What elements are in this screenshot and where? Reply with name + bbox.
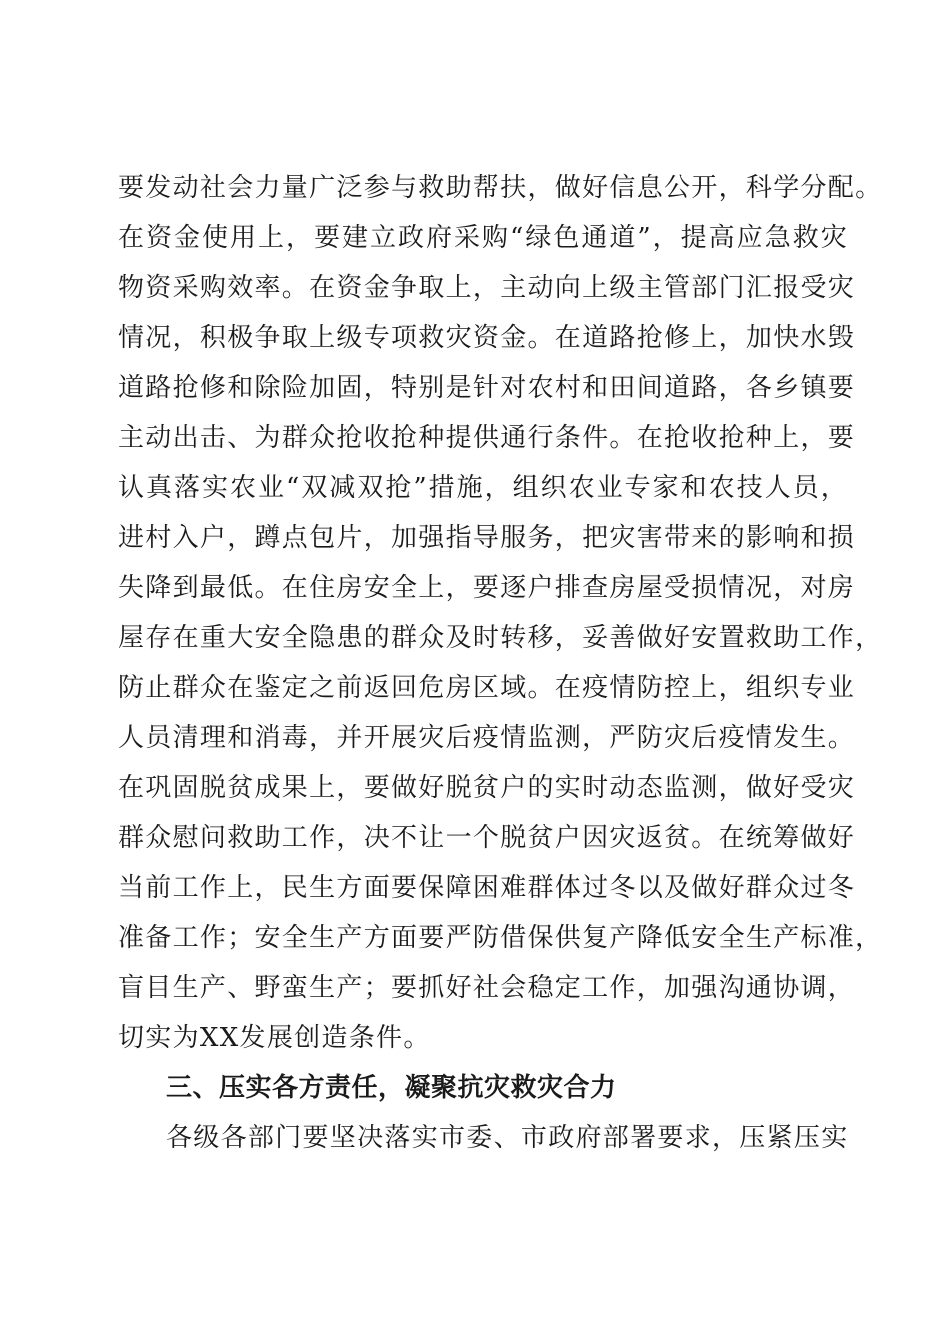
- body-text-line: 要发动社会力量广泛参与救助帮扶，做好信息公开，科学分配。: [118, 173, 883, 203]
- body-text-line: 进村入户，蹲点包片，加强指导服务，把灾害带来的影响和损: [118, 523, 856, 553]
- body-text-line: 防止群众在鉴定之前返回危房区域。在疫情防控上，组织专业: [118, 673, 856, 703]
- body-text-line: 道路抢修和除险加固，特别是针对农村和田间道路，各乡镇要: [118, 373, 856, 403]
- body-text-line: 人员清理和消毒，并开展灾后疫情监测，严防灾后疫情发生。: [118, 723, 856, 753]
- body-text-line: 准备工作；安全生产方面要严防借保供复产降低安全生产标准，: [118, 923, 883, 953]
- paragraph-first-line: 各级各部门要坚决落实市委、市政府部署要求，压紧压实: [166, 1123, 849, 1153]
- body-text-line: 在资金使用上，要建立政府采购“绿色通道”，提高应急救灾: [118, 223, 848, 253]
- body-text-line: 失降到最低。在住房安全上，要逐户排查房屋受损情况，对房: [118, 573, 856, 603]
- body-text-line: 认真落实农业“双减双抢”措施，组织农业专家和农技人员，: [118, 473, 848, 503]
- body-text-line: 在巩固脱贫成果上，要做好脱贫户的实时动态监测，做好受灾: [118, 773, 856, 803]
- body-text-line: 主动出击、为群众抢收抢种提供通行条件。在抢收抢种上，要: [118, 423, 856, 453]
- body-text-line: 群众慰问救助工作，决不让一个脱贫户因灾返贫。在统筹做好: [118, 823, 856, 853]
- body-text-line: 盲目生产、野蛮生产；要抓好社会稳定工作，加强沟通协调，: [118, 973, 856, 1003]
- body-text-line: 屋存在重大安全隐患的群众及时转移，妥善做好安置救助工作，: [118, 623, 883, 653]
- section-heading: 三、压实各方责任，凝聚抗灾救灾合力: [166, 1073, 617, 1103]
- body-text-line: 当前工作上，民生方面要保障困难群体过冬以及做好群众过冬: [118, 873, 856, 903]
- body-text-line: 情况，积极争取上级专项救灾资金。在道路抢修上，加快水毁: [118, 323, 856, 353]
- body-text-line: 物资采购效率。在资金争取上，主动向上级主管部门汇报受灾: [118, 273, 856, 303]
- body-text-line: 切实为XX发展创造条件。: [118, 1023, 431, 1053]
